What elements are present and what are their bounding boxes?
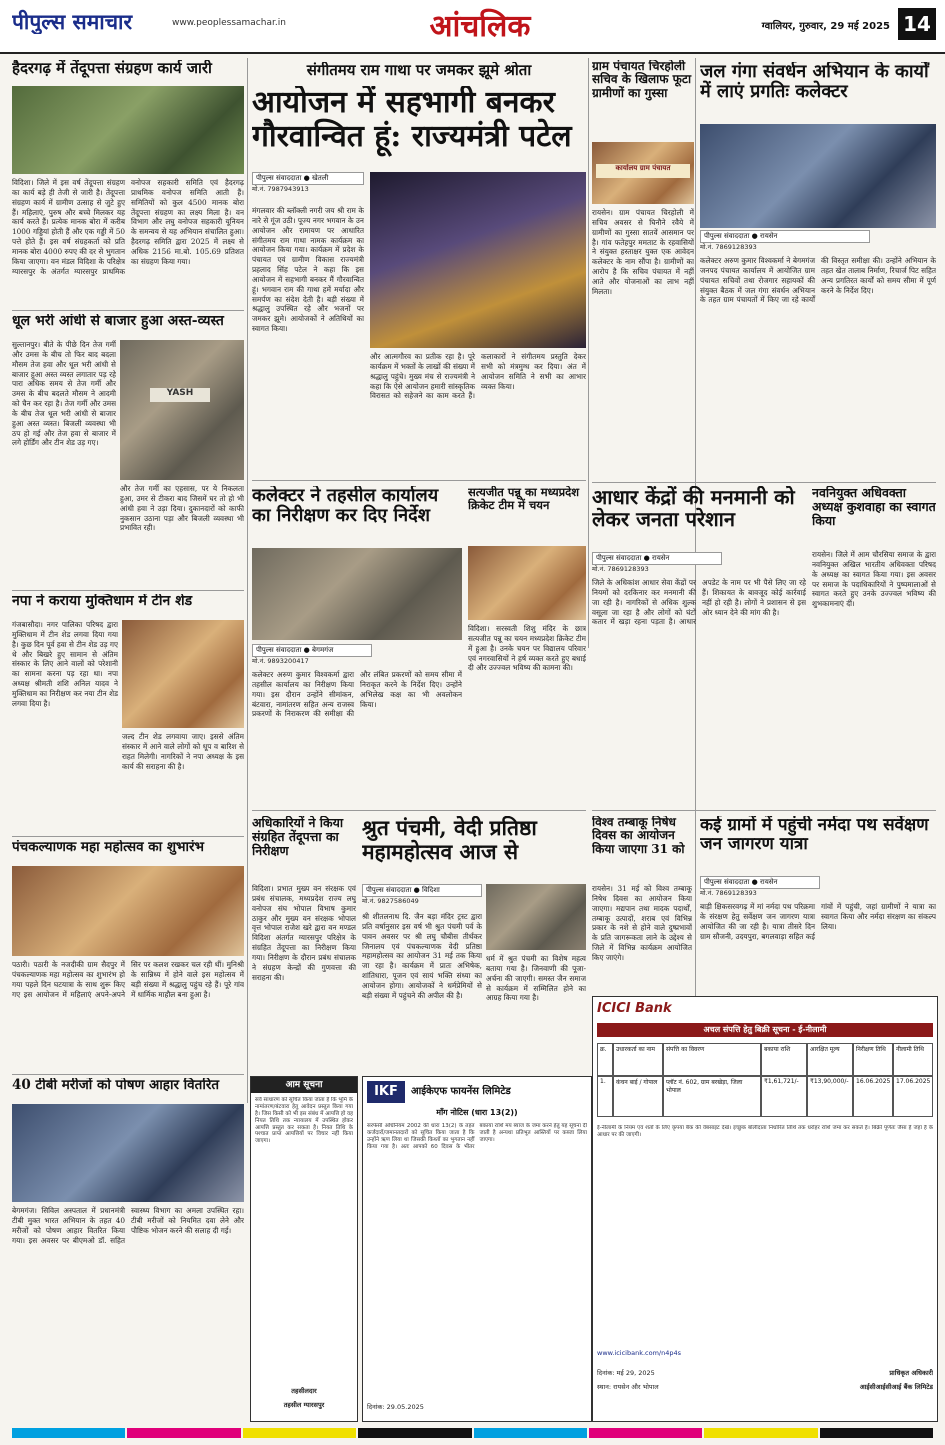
dust-body-cont: और तेज गर्मी का एहसास, पर ये निकलता हुआ, उमर से टीकरा बाद जिसमें घर तो हो भी आंधी हवा ने उड़ा दिया। दुकानदारों को काफी नुकसान उठाना पड़ा और बिजली व्यवस्था भी प्रभावित रही। — [120, 484, 244, 533]
narmada-byline: पीपुल्स संवाददाता ● रायसेन मो.नं. 7869128393 — [700, 876, 820, 900]
color-registration-strip — [12, 1428, 933, 1438]
jalganga-photo — [700, 124, 936, 228]
icici-banner: अचल संपत्ति हेतु बिक्री सूचना - ई-नीलामी — [597, 1023, 933, 1037]
byline-mobile: मो.नं. 7869128393 — [592, 565, 649, 573]
byline-label: पीपुल्स संवाददाता — [596, 554, 642, 562]
ikf-ad — [362, 1076, 592, 1422]
panchayat-sign: कार्यालय ग्राम पंचायत — [596, 164, 690, 178]
panch-body: पठारी। पठारी के नजदीकी ग्राम सैदपुर में पंचकल्याणक महा महोत्सव का शुभारंभ हो गया पहले दिन घटयात्रा के साथ शुरू किए गए इस आयोजन में महिलाएं अपने-अपने सिर पर कलश रखकर चल रही थीं। मुनिश्री के सान्निध्य में होने वाले इस महोत्सव में बड़ी संख्या में श्रद्धालु पहुंच रहे हैं। पूरे गांव में धार्मिक माहौल बना हुआ है। — [12, 960, 244, 999]
notice-body: सर्व साधारण को सूचित किया जाता है कि भूमि के नामांतरण/बंटवारा हेतु आवेदन प्रस्तुत किया गया है। जिस किसी को भी इस संबंध में आपत्ति हो वह नियत तिथि तक न्यायालय में उपस्थित होकर आपत्ति प्रस्तुत कर सकता है। नियत तिथि के पश्चात प्राप्त आपत्तियों पर विचार नहीं किया जाएगा। — [255, 1097, 353, 1145]
ikf-logo: IKF — [367, 1081, 405, 1103]
chirholi-photo — [592, 142, 694, 204]
table-header: संपत्ति का विवरण — [663, 1043, 761, 1076]
napa-body-cont: जल्द टीन शेड लगवाया जाए। इससे अंतिम संस्कार में आने वाले लोगों को धूप व बारिश से राहत मिलेगी। नागरिकों ने नपा अध्यक्ष के इस कार्य की सराहना की है। — [122, 732, 244, 771]
section-title: आंचलिक — [429, 9, 531, 44]
icici-table — [597, 1043, 933, 1117]
byline-place: विदिशा — [422, 886, 440, 894]
cricket-body: विदिशा। सरस्वती शिशु मंदिर के छात्र सत्यजीत पन्नू का चयन मध्यप्रदेश क्रिकेट टीम में हुआ है। उनके चयन पर विद्यालय परिवार एवं नगरवासियों ने हर्ष व्यक्त करते हुए बधाई दी और उज्ज्वल भविष्य की कामना की। — [468, 624, 586, 673]
tehsil-body: कलेक्टर अरुण कुमार विश्वकर्मा द्वारा तहसील कार्यालय का निरीक्षण किया गया। इस दौरान उन्होंने सीमांकन, बंटवारा, नामांतरण सहित अन्य राजस्व प्रकरणों के निराकरण की समीक्षा की और लंबित प्रकरणों को समय सीमा में निराकृत करने के निर्देश दिए। उन्होंने अभिलेख कक्ष का भी अवलोकन किया। — [252, 670, 462, 719]
dust-body: सुल्तानपुर। बीते के पीछे दिन तेज गर्मी और उमस के बीच तो फिर बाद बदला मौसम तेज हवा और धूल भरी आंधी से बाजार हुआ अस्त व्यस्त लगातार पड़ रहे पारा अधिक समय से तेज गर्मी और उमस के बीच बदलते मौसम ने आदमी को चैन कर रहा है। तेज गर्मी और उमस के बीच तेज धूल भरी आंधी से बाजार हुआ अस्त व्यस्त। बिजली व्यवस्था भी ठप हो गई और तेज हवा से बाजार में लगे होर्डिंग और टीन शेड उड़ गए। — [12, 340, 116, 448]
shrut-temple-photo — [486, 884, 586, 950]
tendu-inspection-headline: अधिकारियों ने किया संग्रहित तेंदूपत्ता का निरीक्षण — [252, 816, 344, 858]
aadhaar-byline: पीपुल्स संवाददाता ● रायसेन मो.नं. 7869128393 — [592, 552, 722, 576]
icici-sign: प्राधिकृत अधिकारी — [889, 1369, 933, 1377]
table-cell: 17.06.2025 — [893, 1076, 933, 1117]
ikf-body: सरफेसी अधिनियम 2002 की धारा 13(2) के तहत कर्जदारों/जमानतदारों को सूचित किया जाता है कि उन्होंने ऋण लिया था जिसकी किश्तों का भुगतान नहीं किया गया है। अतः आपको 60 दिवस के भीतर बकाया राशि मय ब्याज के जमा करने हेतु यह सूचना दी जाती है अन्यथा प्रतिभूत आस्तियों पर कब्जा लिया जाएगा। — [367, 1123, 587, 1150]
tb-body: बेगमगंज। सिविल अस्पताल में प्रधानमंत्री टीबी मुक्त भारत अभियान के तहत 40 मरीजों को पोषण आहार वितरित किया गया। इस अवसर पर बीएमओ डॉ. सहित स्वास्थ्य विभाग का अमला उपस्थित रहा। टीबी मरीजों को नियमित दवा लेने और पौष्टिक भोजन करने की सलाह दी गई। — [12, 1206, 244, 1245]
tehsil-photo — [252, 548, 462, 640]
hyderabad-headline: हैदरगढ़ में तेंदूपत्ता संग्रहण कार्य जारी — [12, 60, 212, 77]
table-header: निरीक्षण तिथि — [853, 1043, 893, 1076]
table-cell: कंचन बाई / गोपाल — [613, 1076, 663, 1117]
ramgatha-byline: पीपुल्स संवाददाता ● खेतली मो.नं. 7987943913 — [252, 172, 364, 202]
notice-footer: तहसीलदार — [291, 1387, 317, 1395]
ikf-date: दिनांक: 29.05.2025 — [367, 1403, 424, 1411]
ikf-subtitle: माँग नोटिस (धारा 13(2)) — [436, 1108, 518, 1117]
aadhaar-headline: आधार केंद्रों की मनमानी को लेकर जनता परेशान — [592, 486, 795, 532]
table-cell: ₹13,90,000/- — [807, 1076, 853, 1117]
icici-logo: ICICI Bank — [597, 1001, 672, 1016]
napa-body: गंजबासौदा। नगर पालिका परिषद द्वारा मुक्तिधाम में टीन शेड लगवा दिया गया है। कुछ दिन पूर्व हवा से टीन शेड उड़ गए थे और बिखरे हुए सामान से अंतिम संस्कार के लिए आने वालों को परेशानी का सामना करना पड़ रहा था। नपा अध्यक्ष श्रीमती शशि अनिल यादव ने मुक्तिधाम का निरीक्षण कर नया टीन शेड लगवा दिया है। — [12, 620, 118, 708]
jalganga-headline: जल गंगा संवर्धन अभियान के कार्यों में लाएं प्रगतिः कलेक्टर — [700, 62, 929, 103]
table-header: नीलामी तिथि — [893, 1043, 933, 1076]
hyderabad-body: विदिशा। जिले में इस वर्ष तेंदूपत्ता संग्रहण का कार्य बड़े ही तेजी से जारी है। तेंदूपत्ता संग्रहण कार्य में ग्रामीण उत्साह से जुटे हुए हैं। महिलाएं, पुरुष और बच्चे मिलकर यह कार्य करते हैं। प्रत्येक मानक बोरा में करीब 1000 गड्डियां होती हैं और एक गड्डी में 50 पत्ते होते हैं। इस वर्ष संग्रहकर्ता को प्रति मानक बोरा 4000 रुपए की दर से भुगतान किया जाएगा। वन मंडल विदिशा के परिक्षेत्र ग्यारसपुर के अंतर्गत ग्यारसपुर प्राथमिक वनोपज सहकारी समिति एवं हैदरगढ़ प्राथमिक वनोपज समिति आती हैं। समितियों को कुल 4500 मानक बोरा तेंदूपत्ता संग्रहण का लक्ष्य मिला है। वन विभाग और लघु वनोपज सहकारी यूनियन के समन्वय से यह अभियान संचालित हुआ। हैदरगढ़ समिति द्वारा 2025 में लक्ष्य से अधिक 2156 मा.बो. 105.69 प्रतिशत का संग्रहण किया गया। — [12, 178, 244, 276]
table-header: बकाया राशि — [761, 1043, 807, 1076]
byline-label: पीपुल्स संवाददाता — [366, 886, 412, 894]
tb-photo — [12, 1104, 244, 1202]
icici-date: दिनांक: मई 29, 2025 — [597, 1369, 655, 1377]
table-header: उधारकर्ता का नाम — [613, 1043, 663, 1076]
table-header: क्र. — [597, 1043, 613, 1076]
page-number: 14 — [898, 8, 936, 40]
brand-logo: पीपुल्स समाचार — [12, 9, 133, 34]
icici-sign-2: आईसीआईसीआई बैंक लिमिटेड — [859, 1383, 933, 1391]
icici-place: स्थान: रायसेन और भोपाल — [597, 1383, 659, 1391]
chirholi-headline: ग्राम पंचायत चिरहोली सचिव के खिलाफ फूटा ग्रामीणों का गुस्सा — [592, 60, 692, 100]
byline-place: बेगमगंज — [312, 646, 334, 654]
adhivakta-body: रायसेन। जिले में आम चौरसिया समाज के द्वारा नवनियुक्त अखिल भारतीय अधिवक्ता परिषद के अध्यक्ष का स्वागत किया गया। इस अवसर पर समाज के पदाधिकारियों ने पुष्पमालाओं से स्वागत करते हुए उनके उज्ज्वल भविष्य की शुभकामनाएं दीं। — [812, 550, 936, 609]
hyderabad-photo — [12, 86, 244, 174]
tendu-inspection-body: विदिशा। प्रभात मुख्य वन संरक्षक एवं प्रबंध संचालक, मध्यप्रदेश राज्य लघु वनोपज संघ भोपाल विभाष कुमार ठाकुर और मुख्य वन संरक्षक भोपाल वृत्त भोपाल राजेश खरे द्वारा वन मण्डल विदिशा अंतर्गत ग्यारसपुर परिक्षेत्र के संग्रहित तेंदूपत्ता का निरीक्षण किया गया। निरीक्षण के दौरान प्रबंध संचालक ने संग्रहण केन्द्रों की गुणवत्ता की सराहना की। — [252, 884, 356, 982]
shrut-body: श्री शीतलनाथ दि. जैन बड़ा मंदिर ट्रस्ट द्वारा प्रति वर्षानुसार इस वर्ष भी श्रुत पंचमी पर्व के पावन अवसर पर श्री लघु चौबीस तीर्थंकर जिनालय एवं पंचकल्याणक वेदी प्रतिष्ठा महामहोत्सव का आयोजन 31 मई तक किया जा रहा है। कार्यक्रम में प्रातः अभिषेक, शांतिधारा, पूजन एवं सायं भक्ति संध्या का आयोजन होगा। आयोजकों ने धर्मप्रेमियों से बड़ी संख्या में पहुंचने की अपील की है। — [362, 912, 482, 1000]
panch-photo — [12, 866, 244, 956]
jalganga-byline: पीपुल्स संवाददाता ● रायसेन मो.नं. 7869128393 — [700, 230, 870, 254]
byline-place: रायसेन — [760, 232, 778, 240]
ramgatha-photo — [370, 172, 586, 348]
dust-photo — [120, 340, 244, 480]
table-cell: प्लॉट नं. 602, ग्राम बरखेड़ा, जिला भोपाल — [663, 1076, 761, 1117]
notice-footer-2: तहसील ग्यारसपुर — [283, 1401, 325, 1409]
byline-label: पीपुल्स संवाददाता — [256, 174, 302, 182]
byline-mobile: मो.नं. 9827586049 — [362, 897, 419, 905]
byline-label: पीपुल्स संवाददाता — [704, 232, 750, 240]
tehsil-byline: पीपुल्स संवाददाता ● बेगमगंज मो.नं. 9893200417 — [252, 644, 372, 668]
tambaku-body: रायसेन। 31 मई को विश्व तम्बाकू निषेध दिवस का आयोजन किया जाएगा। मद्यपान तथा मादक पदार्थों, तम्बाकू उत्पादों, शराब एवं विभिन्न प्रकार के नशे से होने वाले दुष्प्रभावों के प्रति जागरूकता लाने के उद्देश्य से जिले में विभिन्न कार्यक्रम आयोजित किए जाएंगे। — [592, 884, 692, 962]
shrut-body-cont: धर्म में श्रुत पंचमी का विशेष महत्व बताया गया है। जिनवाणी की पूजा-अर्चना की जाएगी। समस्त जैन समाज से कार्यक्रम में सम्मिलित होने का आग्रह किया गया है। — [486, 954, 586, 1003]
ikf-company: आईकेएफ फायनेंस लिमिटेड — [411, 1086, 511, 1097]
napa-photo — [122, 620, 244, 728]
dateline: ग्वालियर, गुरुवार, 29 मई 2025 — [761, 21, 890, 32]
byline-mobile: मो.नं. 7869128393 — [700, 243, 757, 251]
byline-label: पीपुल्स संवाददाता — [704, 878, 750, 886]
tehsil-headline: कलेक्टर ने तहसील कार्यालय का निरीक्षण कर दिए निर्देश — [252, 486, 439, 527]
tambaku-headline: विश्व तम्बाकू निषेध दिवस का आयोजन किया जाएगा 31 को — [592, 816, 685, 856]
dust-headline: धूल भरी आंधी से बाजार हुआ अस्त-व्यस्त — [12, 314, 224, 329]
ramgatha-kicker: संगीतमय राम गाथा पर जमकर झूमे श्रोता — [306, 62, 532, 79]
byline-mobile: मो.नं. 7869128393 — [700, 889, 757, 897]
napa-headline: नपा ने कराया मुक्तिधाम में टीन शेड — [12, 594, 193, 609]
tb-headline: 40 टीबी मरीजों को पोषण आहार वितरित — [12, 1078, 220, 1093]
ramgatha-body: मंगलवार की ब्लॉक्ली नगरी जय श्री राम के नारे से गूंज उठी। पूज्य नगर भगवान के उन आयोजन और रामायण पर आधारित संगीतमय राम गाथा नामक कार्यक्रम का आयोजन किया गया। कार्यक्रम में प्रदेश के पंचायत एवं ग्रामीण विकास राज्यमंत्री प्रहलाद सिंह पटेल ने कहा कि इस आयोजन में सहभागी बनकर मैं गौरवान्वित हूं। भगवान राम की गाथा हमें मर्यादा और समर्पण का संदेश देती है। बड़ी संख्या में श्रद्धालु उपस्थित रहे और भजनों पर जमकर झूमे। आयोजकों ने अतिथियों का स्वागत किया। — [252, 206, 364, 334]
aadhaar-body: जिले के अधिकांश आधार सेवा केंद्रों पर नियमों को दरकिनार कर मनमानी की जा रही है। नागरिकों से अधिक शुल्क वसूला जा रहा है और लोगों को घंटों कतार में खड़ा रहना पड़ता है। आधार अपडेट के नाम पर भी पैसे लिए जा रहे हैं। शिकायत के बावजूद कोई कार्रवाई नहीं हो रही है। लोगों ने प्रशासन से इस ओर ध्यान देने की मांग की है। — [592, 578, 806, 627]
byline-place: रायसेन — [652, 554, 670, 562]
icici-body: ई-नीलामी के नियम एवं शर्तों के लिए कृपया बैंक की वेबसाइट देखें। इच्छुक बोलीदाता निर्धारित तिथि तक धरोहर राशि जमा कर सकते हैं। बिक्री पूर्णतः जैसा है जहां है के आधार पर की जाएगी। — [597, 1125, 933, 1138]
chirholi-body: रायसेन। ग्राम पंचायत चिरहोली में सचिव अवसर से घिनौने रवैये में ग्रामीणों का गुस्सा सातवें आसमान पर है। गांव फतेहपुर ममताट के रहवासियों ने संयुक्त हस्ताक्षर युक्त एक आवेदन कलेक्टर के नाम सौंपा है। ग्रामीणों का आरोप है कि सचिव पंचायत में नहीं आते और योजनाओं का लाभ नहीं मिलता। — [592, 208, 694, 296]
icici-ad — [592, 996, 938, 1422]
narmada-headline: कई ग्रामों में पहुंची नर्मदा पथ सर्वेक्षण जन जागरण यात्रा — [700, 816, 929, 855]
website-link[interactable]: www.peoplessamachar.in — [172, 18, 286, 28]
ramgatha-body-cont: और आत्मगौरव का प्रतीक रहा है। पूरे कार्यक्रम में भक्तों के लाखों की संख्या में श्रद्धालु पहुंचे। मुख्य मंच से राज्यमंत्री ने कहा कि ऐसे आयोजन हमारी सांस्कृतिक विरासत को सहेजने का काम करते हैं। कलाकारों ने संगीतमय प्रस्तुति देकर सभी को मंत्रमुग्ध कर दिया। अंत में आयोजन समिति ने सभी का आभार व्यक्त किया। — [370, 352, 586, 401]
shrut-headline: श्रुत पंचमी, वेदी प्रतिष्ठा महामहोत्सव आज से — [362, 816, 537, 864]
panch-headline: पंचकल्याणक महा महोत्सव का शुभारंभ — [12, 840, 205, 855]
jalganga-body: कलेक्टर अरुण कुमार विश्वकर्मा ने बेगमगंज जनपद पंचायत कार्यालय में आयोजित ग्राम पंचायत सचिवों तथा रोजगार सहायकों की संयुक्त बैठक में जल गंगा संवर्धन अभियान के तहत ग्राम पंचायतों में किए जा रहे कार्यों की विस्तृत समीक्षा की। उन्होंने अभियान के तहत खेत तालाब निर्माण, रिचार्ज पिट सहित अन्य प्रगतिरत कार्यों को समय सीमा में पूर्ण करने के निर्देश दिए। — [700, 256, 936, 305]
byline-place: रायसेन — [760, 878, 778, 886]
table-cell: ₹1,61,721/- — [761, 1076, 807, 1117]
table-cell: 1. — [597, 1076, 613, 1117]
ramgatha-headline: आयोजन में सहभागी बनकर गौरवान्वित हूं: राज्यमंत्री पटेल — [252, 86, 572, 154]
byline-mobile: मो.नं. 9893200417 — [252, 657, 309, 665]
byline-mobile: मो.नं. 7987943913 — [252, 185, 309, 193]
icici-website[interactable]: www.icicibank.com/n4p4s — [597, 1349, 682, 1357]
masthead — [0, 0, 945, 54]
shop-sign: YASH — [150, 388, 210, 402]
notice-title: आम सूचना — [251, 1077, 357, 1093]
narmada-body: बाड़ी क्षिकसरवगढ़ में मां नर्मदा पथ परिक्रमा के संरक्षण हेतु सर्वेक्षण जन जागरण यात्रा आयोजित की जा रही है। यात्रा तीसरे दिन ग्राम सौजनी, उदयपुरा, बगलवाड़ा सहित कई गांवों में पहुंची, जहां ग्रामीणों ने यात्रा का स्वागत किया और नर्मदा संरक्षण का संकल्प लिया। — [700, 902, 936, 941]
table-header: आरक्षित मूल्य — [807, 1043, 853, 1076]
table-cell: 16.06.2025 — [853, 1076, 893, 1117]
byline-label: पीपुल्स संवाददाता — [256, 646, 302, 654]
cricket-headline: सत्यजीत पन्नू का मध्यप्रदेश क्रिकेट टीम में चयन — [468, 486, 580, 512]
adhivakta-headline: नवनियुक्त अधिवक्ता अध्यक्ष कुशवाहा का स्वागत किया — [812, 486, 936, 528]
cricket-photo — [468, 546, 586, 620]
notice-ad — [250, 1076, 358, 1422]
shrut-byline: पीपुल्स संवाददाता ● विदिशा मो.नं. 9827586049 — [362, 884, 482, 908]
byline-place: खेतली — [312, 174, 329, 182]
